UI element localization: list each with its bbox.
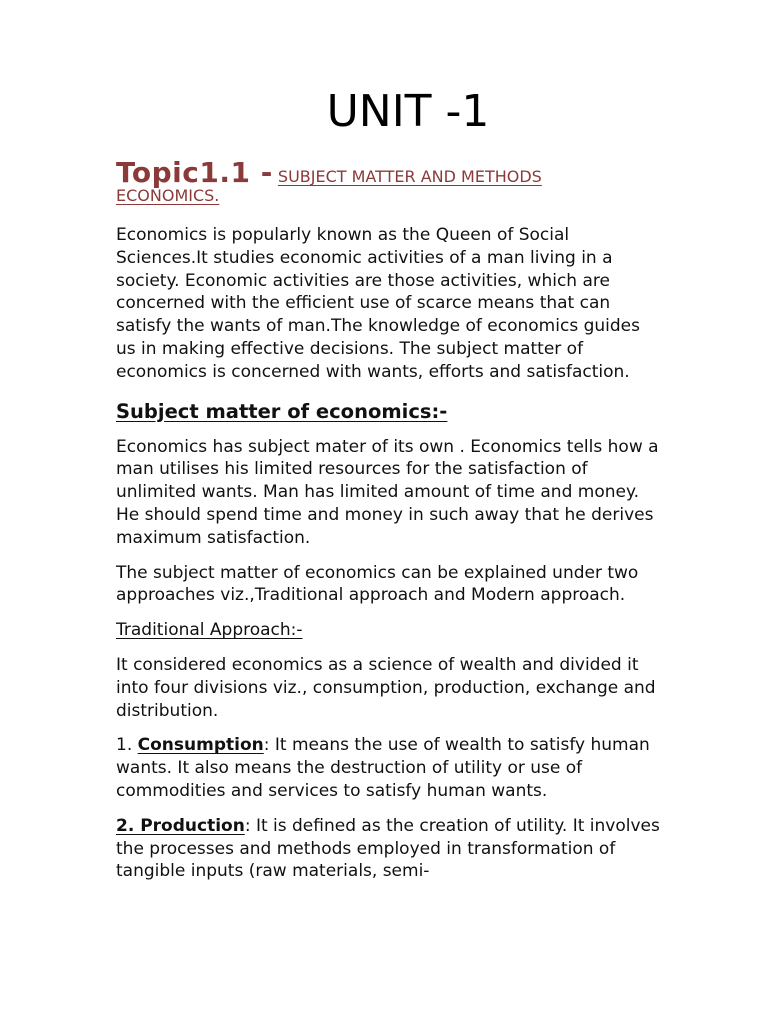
term-consumption: Consumption [137, 735, 264, 756]
production-definition: : It is defined as the creation of utility. It involves the processes and methods employed in transformation of tangible inputs (raw materials, semi- [116, 815, 660, 882]
topic-subject-continued: ECONOMICS. [116, 186, 220, 205]
section-heading-subject-matter: Subject matter of economics:- [116, 399, 448, 423]
list-item-consumption [116, 734, 664, 802]
topic-heading-line1 [116, 156, 664, 190]
paragraph-approaches: The subject matter of economics can be explained under two approaches viz.,Traditional approach and Modern approach. [116, 562, 639, 606]
paragraph-subject-matter: Economics has subject mater of its own . Economics tells how a man utilises his limited resources for the satisfaction of unlimited wants. Man has limited amount of time and money. He should spend time and money in such away that he derives maximum satisfaction. [116, 436, 659, 548]
topic-subject: SUBJECT MATTER AND METHODS [277, 167, 542, 186]
document-body [116, 156, 664, 883]
topic-number: Topic1.1 - [116, 156, 273, 189]
intro-paragraph: Economics is popularly known as the Queen of Social Sciences.It studies economic activities of a man living in a society. Economic activities are those activities, which are concerned with the efficient use of scarce means that can satisfy the wants of man.The knowledge of economics guides us in making effective decisions. The subject matter of economics is concerned with wants, efforts and satisfaction. [116, 225, 640, 382]
page-title: UNIT -1 [326, 86, 490, 137]
list-item-number: 1. [116, 735, 138, 756]
list-item-production [116, 815, 664, 883]
consumption-definition: : It means the use of wealth to satisfy human wants. It also means the destruction of utility or use of commodities and services to satisfy human wants. [116, 735, 650, 801]
traditional-approach-heading: Traditional Approach:- [116, 620, 303, 641]
term-production: 2. Production [116, 815, 245, 836]
topic-heading [116, 156, 664, 206]
paragraph-traditional: It considered economics as a science of wealth and divided it into four divisions viz., consumption, production, exchange and distribution. [116, 654, 656, 721]
